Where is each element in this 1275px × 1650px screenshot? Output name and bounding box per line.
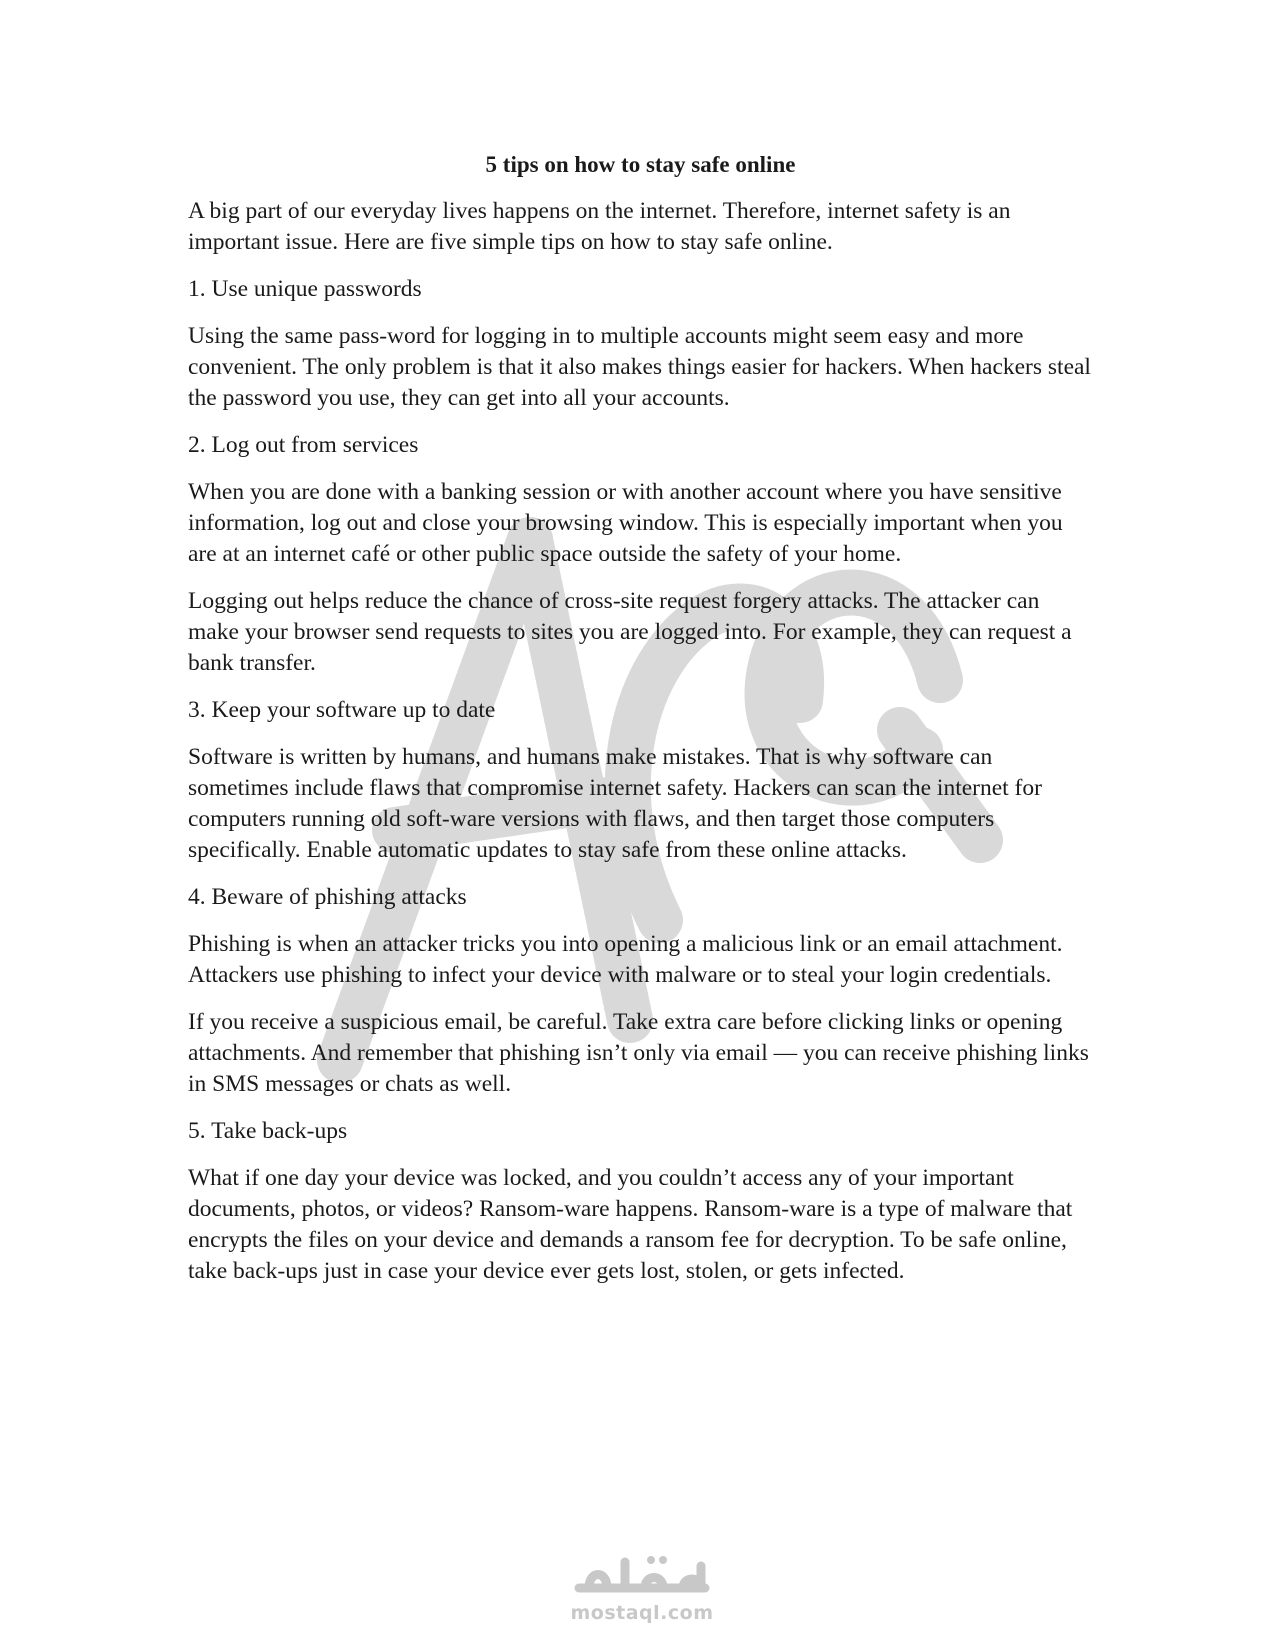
tip-4-heading: 4. Beware of phishing attacks: [188, 884, 467, 910]
tip-2-paragraph-1: When you are done with a banking session or with another account where you have sensitive information, log out and close your browsing window. This is especially important when you are at an internet café or other public space outside the safety of your home.: [188, 479, 1063, 567]
tip-1-paragraph: Using the same pass-word for logging in to multiple accounts might seem easy and more convenient. The only problem is that it also makes things easier for hackers. When hackers steal the password you use, they can get into all your accounts.: [188, 323, 1091, 411]
tip-2-heading: 2. Log out from services: [188, 432, 419, 458]
tip-3-heading: 3. Keep your software up to date: [188, 697, 496, 723]
document-title: 5 tips on how to stay safe online: [485, 152, 796, 177]
tip-5-heading: 5. Take back-ups: [188, 1118, 348, 1144]
footer-site-url: mostaql.com: [570, 1602, 714, 1624]
tip-3-paragraph: Software is written by humans, and humans make mistakes. That is why software can sometimes include flaws that compromise internet safety. Hackers can scan the internet for computers running old soft-ware versions with flaws, and then target those computers specifically. Enable automatic updates to stay safe from these online attacks.: [188, 744, 1042, 863]
intro-paragraph: A big part of our everyday lives happens on the internet. Therefore, internet safety is an important issue. Here are five simple tips on how to stay safe online.: [188, 198, 1011, 255]
tip-2-paragraph-2: Logging out helps reduce the chance of cross-site request forgery attacks. The attacker can make your browser send requests to sites you are logged into. For example, they can request a bank transfer.: [188, 588, 1072, 676]
tip-1-heading: 1. Use unique passwords: [188, 276, 422, 302]
mostaql-logo-icon: [567, 1548, 717, 1604]
tip-5-paragraph: What if one day your device was locked, and you couldn’t access any of your important documents, photos, or videos? Ransom-ware happens. Ransom-ware is a type of malware that encrypts the files on your device and demands a ransom fee for decryption. To be safe online, take back-ups just in case your device ever gets lost, stolen, or gets infected.: [188, 1165, 1073, 1284]
mostaql-logo: [562, 1548, 722, 1640]
tip-4-paragraph-1: Phishing is when an attacker tricks you into opening a malicious link or an email attachment. Attackers use phishing to infect your device with malware or to steal your login credentials.: [188, 931, 1063, 988]
document-page: [188, 150, 1093, 1303]
tip-4-paragraph-2: If you receive a suspicious email, be careful. Take extra care before clicking links or opening attachments. And remember that phishing isn’t only via email — you can receive phishing links in SMS messages or chats as well.: [188, 1009, 1089, 1097]
